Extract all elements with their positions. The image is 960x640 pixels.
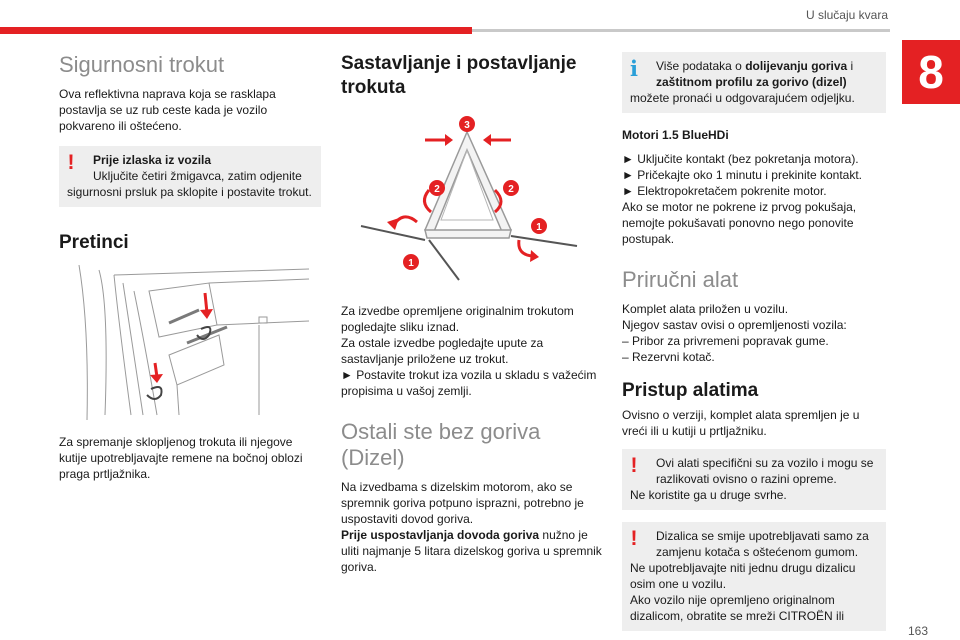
callout-2-left-label: 2 <box>434 183 440 195</box>
warning-icon: ! <box>67 151 75 175</box>
header-red-bar <box>0 27 472 34</box>
section-title: U slučaju kvara <box>805 8 888 22</box>
paragraph-access: Ovisno o verziji, komplet alata spremljen je u vreći ili u kutiji u prtljažniku. <box>622 408 860 439</box>
warning-icon: ! <box>630 454 638 478</box>
callout-2-right-label: 2 <box>508 183 514 195</box>
engine-steps: ► Uključite kontakt (bez pokretanja motora). ► Pričekajte oko 1 minutu i prekinite kontakt. ► Elektropokretačem pokrenite motor. Ako se motor ne pokrene iz prvog pokušaja, nemojte pokušavati ponovno nego ponovite postupak. <box>622 152 862 246</box>
column-2 <box>341 52 607 575</box>
paragraph-assembly: Za izvedbe opremljene originalnim trokutom pogledajte sliku iznad. Za ostale izvedbe pogledajte upute za sastavljanje priložene uz trokut. ► Postavite trokut iza vozila u skladu s važećim propisima u vašoj zemlji. <box>341 303 597 398</box>
heading-tool-kit: Priručni alat <box>622 267 739 292</box>
info-box-fuel: i Više podataka o dolijevanju goriva i zaštitnom profilu za gorivo (dizel) možete pronaći u odgovarajućem odjeljku. <box>622 52 886 113</box>
warning-box-before-exit: ! Prije izlaska iz vozila Uključite četiri žmigavca, zatim odjenite sigurnosni prsluk pa sklopite i postavite trokut. <box>59 146 321 207</box>
heading-engines: Motori 1.5 BlueHDi <box>622 128 729 142</box>
paragraph-intro: Ova reflektivna naprava koja se rasklapa postavlja se uz rub ceste kada je vozilo pokvareno ili oštećeno. <box>59 87 276 134</box>
column-1 <box>59 52 321 482</box>
page-number: 163 <box>907 624 928 638</box>
heading-compartments: Pretinci <box>59 232 129 254</box>
paragraph-storage: Za spremanje sklopljenog trokuta ili njegove kutije upotrebljavajte remene na bočnoj oblozi praga prtljažnika. <box>59 435 303 482</box>
callout-3-label: 3 <box>464 119 470 131</box>
paragraph-tools: Komplet alata priložen u vozilu. Njegov sastav ovisi o opremljenosti vozila: – Pribor za privremeni popravak gume. – Rezervni kotač. <box>622 302 847 365</box>
triangle-assembly-illustration <box>341 110 607 290</box>
header-grey-bar <box>472 29 890 32</box>
chapter-badge: 8 <box>902 40 960 104</box>
paragraph-fuel: Na izvedbama s dizelskim motorom, ako se spremnik goriva potpuno isprazni, potrebno je uspostaviti dovod goriva. Prije uspostavljanja dovoda goriva nužno je uliti najmanje 5 litara dizelskog goriva u spremnik goriva. <box>341 480 602 575</box>
column-3 <box>622 52 886 639</box>
warning-box-tools: ! Ovi alati specifični su za vozilo i mogu se razlikovati ovisno o razini opreme. Ne koristite ga u druge svrhe. <box>622 449 886 510</box>
heading-out-of-fuel: Ostali ste bez goriva (Dizel) <box>341 418 541 470</box>
warning-title: Prije izlaska iz vozila <box>93 153 212 168</box>
heading-warning-triangle: Sigurnosni trokut <box>59 52 225 77</box>
heading-assembly: Sastavljanje i postavljanje trokuta <box>341 53 577 98</box>
trunk-storage-illustration <box>59 265 321 425</box>
warning-icon: ! <box>630 527 638 551</box>
callout-1-left-label: 1 <box>408 257 414 269</box>
info-icon: i <box>630 56 638 81</box>
warning-box-jack: ! Dizalica se smije upotrebljavati samo za zamjenu kotača s oštećenom gumom. Ne upotrebljavajte niti jednu drugu dizalicu osim one u vozilu. Ako vozilo nije opremljeno originalnom dizalicom, obratite se mreži CITROËN ili <box>622 522 886 631</box>
callout-1-right-label: 1 <box>536 221 542 233</box>
heading-access-tools: Pristup alatima <box>622 380 759 402</box>
